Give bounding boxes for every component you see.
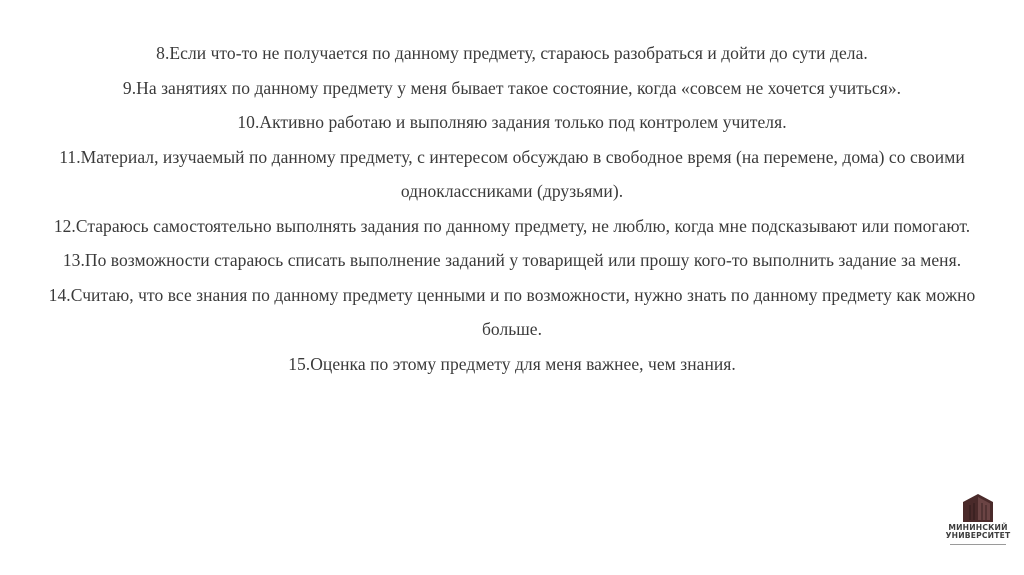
list-item-11: 11.Материал, изучаемый по данному предмету, с интересом обсуждаю в свободное время (на перемене, дома) со своими одноклассниками (друзьями). [59, 146, 965, 201]
list-item-14: 14.Считаю, что все знания по данному предмету ценными и по возможности, нужно знать по данному предмету как можно больше. [48, 284, 976, 339]
list-item-9: 9.На занятиях по данному предмету у меня бывает такое состояние, когда «совсем не хочется учиться». [122, 77, 902, 98]
list-item-13: 13.По возможности стараюсь списать выполнение заданий у товарищей или прошу кого-то выполнить задание за меня. [62, 250, 962, 270]
list-item-12: 12.Стараюсь самостоятельно выполнять задания по данному предмету, не люблю, когда мне подсказывают или помогают. [53, 215, 971, 236]
list-item-10: 10.Активно работаю и выполняю задания только под контролем учителя. [237, 112, 787, 132]
university-building-logo-icon [963, 494, 993, 522]
logo-line1: МИНИНСКИЙ [948, 523, 1008, 532]
slide-text-block [40, 36, 984, 381]
logo-line2: УНИВЕРСИТЕТ [945, 531, 1011, 540]
list-item-15: 15.Оценка по этому предмету для меня важнее, чем знания. [288, 353, 736, 374]
logo-divider [950, 544, 1006, 547]
logo-text [938, 524, 1018, 540]
university-logo [938, 494, 1018, 554]
list-item-8: 8.Если что-то не получается по данному предмету, стараюсь разобраться и дойти до сути дела. [156, 43, 868, 63]
